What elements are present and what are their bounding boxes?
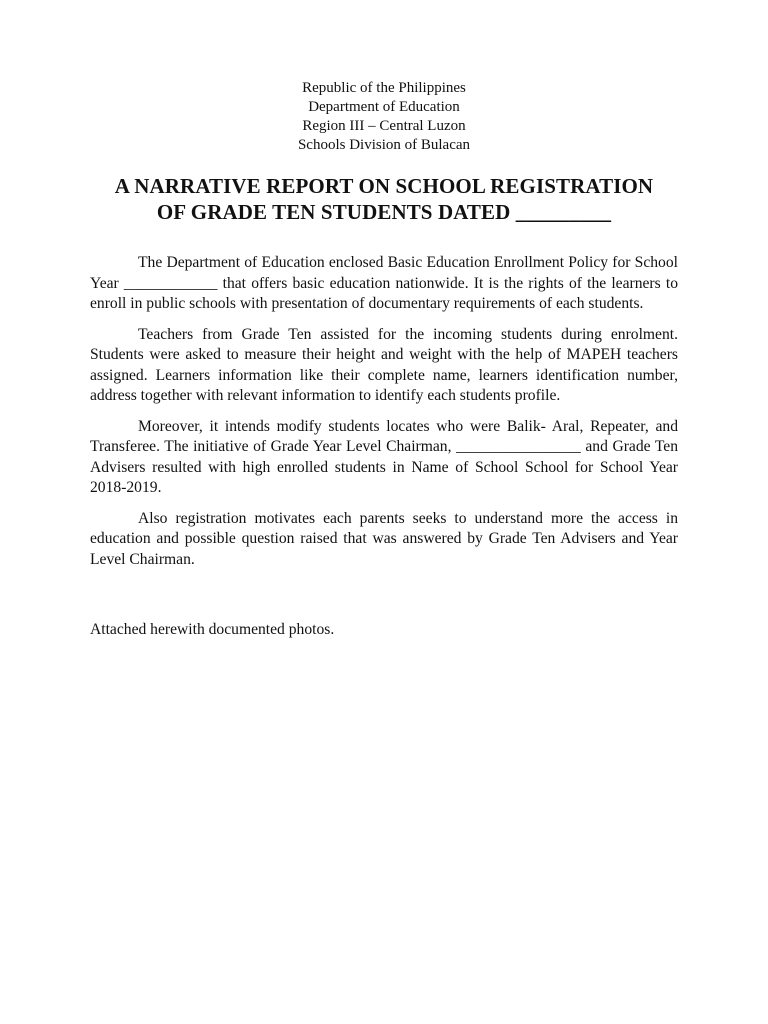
paragraph-teachers-assisted: Teachers from Grade Ten assisted for the incoming students during enrolment. Students were asked to measure their height and weight with the help of MAPEH teachers assigned. Learners information like their complete name, learners identification number, address together with relevant information to identify each students profile. bbox=[90, 325, 678, 404]
paragraph-initiative: Moreover, it intends modify students locates who were Balik- Aral, Repeater, and Transferee. The initiative of Grade Year Level Chairman, ________________ and Grade Ten Advisers resulted with high enrolled students in Name of School School for School Year 2018-2019. bbox=[90, 417, 678, 496]
report-title-line-2: OF GRADE TEN STUDENTS DATED _________ bbox=[156, 200, 612, 224]
paragraph-registration-motivates: Also registration motivates each parents seeks to understand more the access in education and possible question raised that was answered by Grade Ten Advisers and Year Level Chairman. bbox=[90, 509, 678, 568]
letterhead-region: Region III – Central Luzon bbox=[302, 118, 466, 134]
letterhead-department: Department of Education bbox=[308, 99, 460, 115]
letterhead bbox=[0, 79, 768, 155]
letterhead-division: Schools Division of Bulacan bbox=[297, 137, 471, 153]
letterhead-republic: Republic of the Philippines bbox=[302, 80, 466, 96]
report-body bbox=[90, 253, 678, 580]
paragraph-enrollment-policy: The Department of Education enclosed Basic Education Enrollment Policy for School Year ____________ that offers basic education nationwide. It is the rights of the learners to enroll in public schools with presentation of documentary requirements of each students. bbox=[90, 254, 678, 312]
report-title-line-1: A NARRATIVE REPORT ON SCHOOL REGISTRATION bbox=[114, 174, 654, 198]
attachment-note: Attached herewith documented photos. bbox=[90, 621, 335, 638]
report-title bbox=[60, 173, 708, 225]
